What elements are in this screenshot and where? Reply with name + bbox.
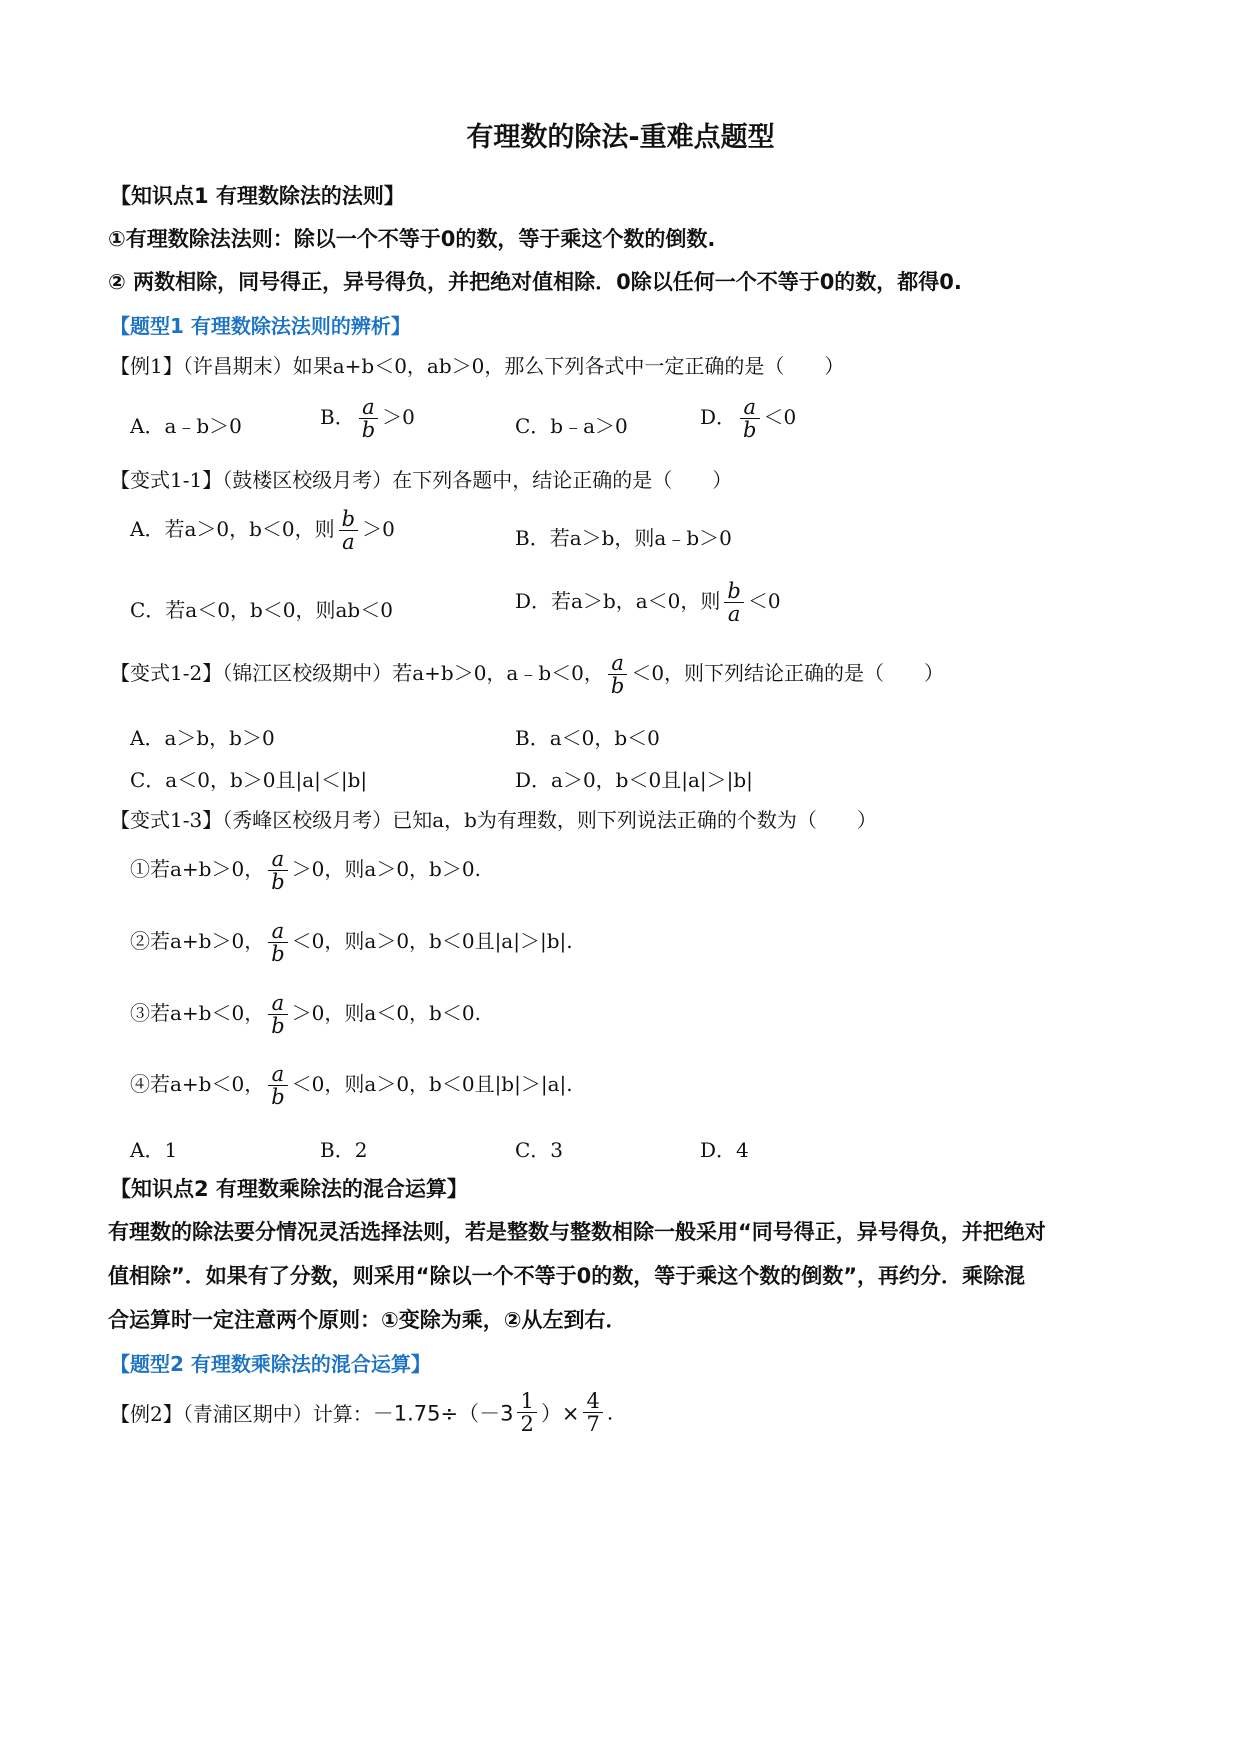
mixed-number-fraction [517, 1390, 536, 1435]
statement-fraction [268, 1063, 287, 1108]
rule-2: ② 两数相除，同号得正，异号得负，并把绝对值相除．0除以任何一个不等于0的数，都得0. [108, 270, 962, 294]
example-2 [110, 1390, 613, 1435]
statement-condition: ④若a+b＜0， [130, 1072, 265, 1096]
v11-option-d-fraction [724, 580, 743, 625]
fraction-numerator: a [740, 396, 759, 419]
v13-option-c: C．3 [515, 1138, 564, 1162]
fraction-denominator: b [271, 1014, 285, 1038]
fraction-numerator: a [268, 920, 287, 943]
fraction-denominator: a [727, 602, 741, 626]
v12-option-c: C．a＜0，b＞0且|a|＜|b| [130, 768, 368, 792]
v12-option-d: D．a＞0，b＜0且|a|＞|b| [515, 768, 753, 792]
fraction-denominator: b [743, 418, 757, 442]
statement-fraction [268, 848, 287, 893]
example-2-stem: 【例2】（青浦区期中）计算： [110, 1402, 373, 1426]
fraction-numerator: a [359, 396, 378, 419]
fraction-denominator: b [271, 942, 285, 966]
fraction-denominator: b [361, 418, 376, 442]
v11-option-c: C．若a＜0，b＜0，则ab＜0 [130, 598, 393, 622]
v11-option-a-fraction [339, 508, 358, 553]
question-type-1-heading: 【题型1 有理数除法法则的辨析】 [110, 314, 411, 338]
ex1-option-d [700, 396, 796, 441]
statement-condition: ③若a+b＜0， [130, 1001, 265, 1025]
statement-conclusion: ＜0，则a＞0，b＜0且|b|＞|a|. [291, 1072, 573, 1096]
expression-part: －1.75÷（－3 [372, 1401, 514, 1426]
example-1-stem: 【例1】（许昌期末）如果a+b＜0，ab＞0，那么下列各式中一定正确的是（ ） [110, 354, 845, 378]
v13-statement-3 [130, 992, 481, 1037]
v13-option-a: A．1 [130, 1138, 178, 1162]
fraction-denominator: b [271, 870, 285, 894]
v13-statement-1 [130, 848, 481, 893]
page-title: 有理数的除法-重难点题型 [466, 122, 775, 153]
k2-paragraph-line-1: 有理数的除法要分情况灵活选择法则，若是整数与整数相除一般采用“同号得正，异号得负，并把绝对 [108, 1220, 1046, 1244]
ex1-option-d-label: D． [700, 405, 737, 429]
expression-part: ）× [540, 1401, 580, 1426]
ex1-option-b-fraction [359, 396, 378, 441]
k2-paragraph-line-2: 值相除”．如果有了分数，则采用“除以一个不等于0的数，等于乘这个数的倒数”，再约分．乘除混 [108, 1264, 1026, 1288]
v11-option-d-relation: ＜0 [747, 589, 781, 613]
statement-conclusion: ＜0，则a＞0，b＜0且|a|＞|b|. [291, 929, 573, 953]
variant-1-1-stem: 【变式1-1】（鼓楼区校级月考）在下列各题中，结论正确的是（ ） [110, 468, 733, 492]
v11-option-a-text: A．若a＞0，b＜0，则 [130, 517, 335, 541]
fraction-numerator: 1 [517, 1390, 536, 1413]
fraction-denominator: a [342, 530, 355, 554]
multiplier-fraction [583, 1390, 602, 1435]
k2-paragraph-line-3: 合运算时一定注意两个原则：①变除为乘，②从左到右． [108, 1308, 627, 1332]
v11-option-a [130, 508, 395, 553]
statement-condition: ②若a+b＞0， [130, 929, 265, 953]
v11-option-b: B．若a＞b，则a﹣b＞0 [515, 526, 732, 550]
question-type-2-heading: 【题型2 有理数乘除法的混合运算】 [110, 1352, 431, 1376]
v11-option-d [515, 580, 781, 625]
ex1-option-b-relation: ＞0 [382, 405, 415, 429]
ex1-option-a: A．a﹣b＞0 [130, 414, 242, 438]
v12-stem-fraction [608, 652, 627, 697]
fraction-numerator: 4 [583, 1390, 602, 1413]
ex1-option-b [320, 396, 415, 441]
statement-conclusion: ＞0，则a＜0，b＜0. [291, 1001, 481, 1025]
knowledge-point-2-heading: 【知识点2 有理数乘除法的混合运算】 [110, 1177, 468, 1201]
fraction-numerator: b [724, 580, 743, 603]
variant-1-2-stem [110, 652, 944, 697]
v12-option-a: A．a＞b，b＞0 [130, 726, 275, 750]
v12-stem-end: ＜0，则下列结论正确的是（ ） [631, 661, 945, 685]
statement-fraction [268, 920, 287, 965]
ex1-option-d-fraction [740, 396, 759, 441]
variant-1-3-stem: 【变式1-3】（秀峰区校级月考）已知a，b为有理数，则下列说法正确的个数为（ ） [110, 808, 877, 832]
ex1-option-d-relation: ＜0 [763, 405, 797, 429]
fraction-numerator: a [268, 848, 287, 871]
ex1-option-b-label: B． [320, 405, 355, 429]
statement-condition: ①若a+b＞0， [130, 857, 265, 881]
v13-option-d: D．4 [700, 1138, 749, 1162]
v13-statement-2 [130, 920, 573, 965]
fraction-numerator: a [268, 992, 287, 1015]
fraction-numerator: a [608, 652, 627, 675]
fraction-denominator: 2 [520, 1412, 534, 1436]
statement-fraction [268, 992, 287, 1037]
v11-option-d-text: D．若a＞b，a＜0，则 [515, 589, 721, 613]
rule-1: ①有理数除法法则：除以一个不等于0的数，等于乘这个数的倒数. [108, 227, 716, 251]
v12-stem-start: 【变式1-2】（锦江区校级期中）若a+b＞0，a﹣b＜0， [110, 661, 604, 685]
v11-option-a-relation: ＞0 [362, 517, 395, 541]
v13-statement-4 [130, 1063, 573, 1108]
fraction-denominator: b [610, 674, 625, 698]
v12-option-b: B．a＜0，b＜0 [515, 726, 660, 750]
statement-conclusion: ＞0，则a＞0，b＞0. [291, 857, 481, 881]
fraction-numerator: a [268, 1063, 287, 1086]
knowledge-point-1-heading: 【知识点1 有理数除法的法则】 [110, 184, 405, 208]
v13-option-b: B．2 [320, 1138, 368, 1162]
expression-end: . [606, 1400, 614, 1425]
fraction-numerator: b [339, 508, 358, 531]
fraction-denominator: 7 [586, 1412, 600, 1436]
fraction-denominator: b [271, 1085, 285, 1109]
ex1-option-c: C．b﹣a＞0 [515, 414, 628, 438]
